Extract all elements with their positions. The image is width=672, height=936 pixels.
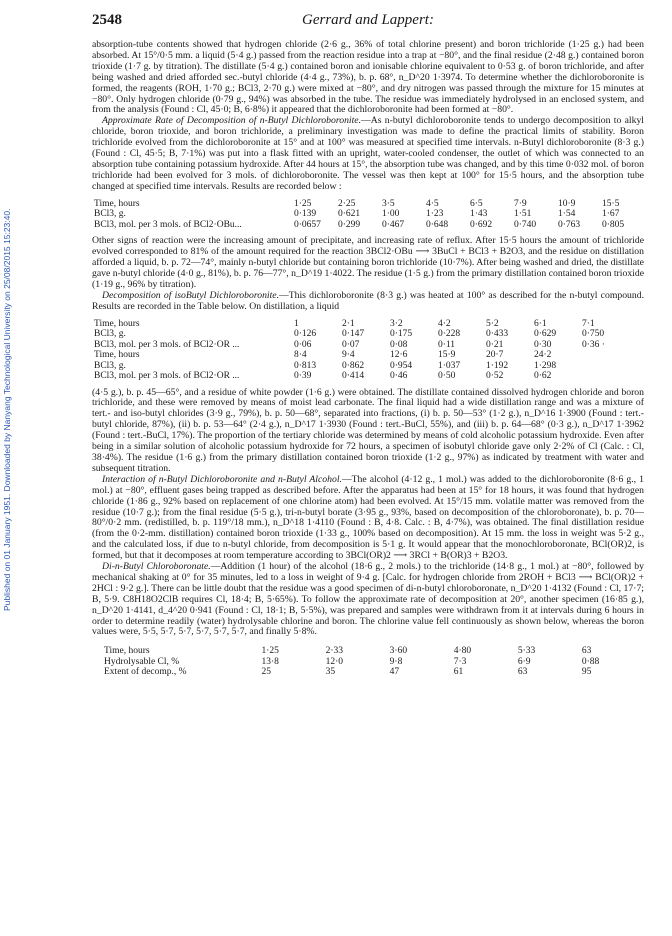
cell: 12·0 (325, 656, 343, 667)
cell: 1·23 (426, 209, 444, 220)
cell: 0·08 (390, 339, 408, 350)
running-title: Gerrard and Lappert: (302, 12, 434, 28)
paragraph-chloroboronate-text: —Addition (1 hour) of the alcohol (18·6 g., 2 mols.) to the trichloride (14·8 g., 1 mol.) at −80°, followed by mechanical shaking at 0° for 35 minutes, led to a loss in weight of 9·4 g. [Calc. for hydrogen chloride from 2ROH + BCl3 ⟶ BCl(OR)2 + 2HCl : 9·2 g.]. There can be little doubt that the residue was a good specimen of di-n-butyl chloroboronate, n_D^20 1·4132 (Found : Cl, 17·7; B, 5·9. C8H18O2ClB requires Cl, 18·4; B, 5·65%). To follow the approximate rate of decomposition at 20°, another specimen (16·85 g.), n_D^20 1·4141, d_4^20 0·941 (Found : Cl, 18·1; B, 5·5%), was prepared and samples were withdrawn from it at intervals during 6 hours in order to determine readily (water) hydrolysable chlorine and boron. The chlorine value fell continuously as shown below, whereas the boron values were, 5·5, 5·7, 5·7, 5·7, 5·7, 5·7, and finally 5·8%. (92, 561, 644, 638)
journal-page (92, 12, 644, 684)
cell: 0·414 (342, 371, 365, 382)
paragraph-rate-text: —As n-butyl dichloroboronite tends to undergo decomposition to alkyl chloride, boron trioxide, and boron trichloride, a preliminary investigation was made to define the practical limits of stability. Boron trichloride evolved from the dichloroboronite at 15° and at 100° was measured at specified time intervals. n-Butyl dichloroboronite (8·3 g.) (Found : Cl, 45·5; B, 7·1%) was put into a flask fitted with an upright, water-cooled condenser, the outlet of which was connected to an absorption tube containing potassium hydroxide. After 44 hours at 15°, the absorption tube was changed, and by this time 0·032 mol. of boron trichloride had been evolved for 3 mols. of dichloroboronite. The vessel was then kept at 100° for 15·5 hours, and the absorption tube changed at specified time intervals. Results are recorded below : (92, 115, 644, 192)
table-row (92, 657, 644, 668)
row-label: Extent of decomp., % (104, 667, 187, 678)
cell: 1·25 (294, 198, 312, 209)
cell: 1·037 (438, 360, 461, 371)
cell: 7·9 (514, 198, 527, 209)
paragraph-chloroboronate (92, 562, 644, 638)
row-label: BCl3, mol. per 3 mols. of BCl2·OBu... (94, 219, 242, 230)
cell: 0·39 (294, 371, 312, 382)
paragraph-isobutyl-text: —This dichloroboronite (8·3 g.) was heated at 100° as described for the n-butyl compound. Results are recorded in the Table below. On distillation, a liquid (92, 289, 644, 312)
cell (580, 361, 628, 372)
cell: 1 (294, 318, 299, 329)
cell: 3·2 (390, 318, 403, 329)
cell: 63 (581, 646, 592, 657)
table-row (92, 199, 644, 210)
paragraph-1: absorption-tube contents showed that hydrogen chloride (2·6 g., 36% of total chlorine present) and boron trichloride (1·25 g.) had been absorbed. At 15°/0·5 mm. a liquid (5·4 g.) passed from the reaction residue into a trap at −80°, and the final residue (2·48 g.) contained boron trioxide (1·7 g. by titration). The distillate (5·4 g.) contained boron and ionisable chlorine equivalent to 0·53 g. of boron trichloride, and after being washed and dried afforded sec.-butyl chloride (4·4 g., 73%), b. p. 68°, n_D^20 1·3974. To determine whether the dichloroboronite is formed, the reagents (ROH, 1·70 g.; BCl3, 2·70 g.) were mixed at −80°, and dry nitrogen was passed through the mixture for 15 minutes at −80°. Only hydrogen chloride (0·79 g., 94%) was absorbed in the tube. The residue was immediately hydrolysed in an enclosed system, and from the analysis (Found : Cl, 45·0; B, 6·8%) it appeared that the dichloroboronite had been formed at −80°. (92, 39, 644, 116)
cell: 0·21 (486, 339, 504, 350)
table-row (92, 646, 644, 657)
section-title-rate: Approximate Rate of Decomposition of n-Butyl Dichloroboronite. (102, 115, 362, 127)
cell: 0·763 (558, 219, 581, 230)
cell: 25 (261, 667, 271, 678)
cell: 0·228 (438, 329, 461, 340)
table-row (92, 667, 644, 678)
cell: 15·9 (438, 350, 456, 361)
cell: 2·1 (342, 318, 355, 329)
publication-watermark: Published on 01 January 1951. Downloaded by Nanyang Technological University on 25/08/2015 15:23:40. (2, 208, 12, 612)
cell: 0·621 (338, 209, 361, 220)
row-label: Time, hours (94, 350, 140, 361)
section-title-chloroboronate: Di-n-Butyl Chloroboronate. (102, 561, 211, 573)
paragraph-other-signs: Other signs of reaction were the increasing amount of precipitate, and increasing rate of reflux. After 15·5 hours the amount of trichloride evolved corresponded to 81% of the amount required for the reaction 3BCl2·OBu ⟶ 3BuCl + BCl3 + B2O3, and the residue on distillation afforded a liquid, b. p. 72—74°, mainly n-butyl chloride but containing boron trichloride (10·7%). After being washed and dried, the distillate gave n-butyl chloride (4·0 g., 81%), b. p. 76—77°, n_D^19 1·4022. The residue (1·5 g.) from the primary distillation contained boron trioxide (1·19 g., 96% by titration). (92, 235, 644, 290)
cell: 0·648 (426, 219, 449, 230)
table-row (92, 319, 628, 330)
cell: 0·629 (534, 329, 557, 340)
cell: 13·8 (261, 656, 279, 667)
cell: 5·2 (486, 318, 499, 329)
cell: 9·8 (389, 656, 403, 667)
cell: 0·750 (582, 329, 605, 340)
cell: 1·67 (602, 209, 620, 220)
cell: 0·06 (294, 339, 312, 350)
row-label: Time, hours (94, 318, 140, 329)
cell: 0·62 (534, 371, 552, 382)
row-label: BCl3, mol. per 3 mols. of BCl2·OR ... (94, 371, 240, 382)
cell: 12·6 (390, 350, 408, 361)
cell: 2·33 (325, 646, 343, 657)
cell: 4·80 (453, 646, 472, 657)
cell: 10·9 (558, 198, 576, 209)
cell: 0·88 (581, 656, 600, 667)
cell: 0·11 (438, 339, 456, 350)
cell: 20·7 (486, 350, 504, 361)
row-label: BCl3, mol. per 3 mols. of BCl2·OR ... (94, 339, 240, 350)
cell: 0·30 (534, 339, 552, 350)
row-label: Time, hours (94, 198, 140, 209)
cell: 1·54 (558, 209, 576, 220)
cell: 47 (389, 667, 400, 678)
cell: 1·43 (470, 209, 488, 220)
table-row (92, 220, 644, 231)
cell: 3·60 (389, 646, 408, 657)
page-header (92, 12, 644, 34)
page-number: 2548 (92, 12, 122, 28)
cell: 1·00 (382, 209, 400, 220)
paragraph-rate-decomposition (92, 116, 644, 192)
paragraph-interaction (92, 475, 644, 562)
cell: 0·147 (342, 329, 365, 340)
cell: 0·433 (486, 329, 509, 340)
cell: 0·740 (514, 219, 537, 230)
cell: 0·52 (486, 371, 504, 382)
paragraph-isobutyl (92, 291, 644, 313)
cell: 6·5 (470, 198, 483, 209)
cell: 0·467 (382, 219, 405, 230)
cell: 0·126 (294, 329, 317, 340)
cell: 0·954 (390, 360, 413, 371)
cell: 0·50 (438, 371, 456, 382)
cell: 61 (453, 667, 464, 678)
cell: 4·2 (438, 318, 451, 329)
cell: 5·33 (517, 646, 536, 657)
cell: 1·51 (514, 209, 532, 220)
cell: 0·46 (390, 371, 408, 382)
table-row (92, 340, 628, 351)
cell: 15·5 (602, 198, 620, 209)
cell: 0·805 (602, 219, 625, 230)
cell: 0·299 (338, 219, 361, 230)
cell: 95 (581, 667, 592, 678)
cell: 0·07 (342, 339, 360, 350)
section-title-isobutyl: Decomposition of isoButyl Dichloroboronite. (102, 289, 280, 301)
cell: 9·4 (342, 350, 355, 361)
cell: 0·139 (294, 209, 317, 220)
table-row (92, 209, 644, 220)
cell: 7·1 (582, 318, 595, 329)
cell: 6·9 (517, 656, 531, 667)
cell: 0·692 (470, 219, 493, 230)
table-row (92, 361, 628, 372)
cell (580, 371, 628, 382)
cell: 1·192 (486, 360, 509, 371)
table-row (92, 371, 628, 382)
row-label: BCl3, g. (94, 360, 126, 371)
cell: 2·25 (338, 198, 356, 209)
cell: 7·3 (453, 656, 467, 667)
cell: 63 (517, 667, 528, 678)
cell: 0·0657 (294, 219, 321, 230)
table-row (92, 350, 628, 361)
cell (580, 350, 628, 361)
cell: 0·862 (342, 360, 365, 371)
table-isobutyl-decomposition (92, 319, 628, 382)
table-chloroboronate-decomposition (92, 646, 644, 678)
section-title-interaction: Interaction of n-Butyl Dichloroboronite and n-Butyl Alcohol. (102, 473, 342, 485)
cell: 0·36 · (582, 339, 605, 350)
row-label: Time, hours (104, 646, 150, 657)
paragraph-distillate: (4·5 g.), b. p. 45—65°, and a residue of white powder (1·6 g.) were obtained. The distillate contained dissolved hydrogen chloride and boron trichloride, and these were removed by means of moist lead carbonate. The final liquid had a wide distillation range and was a mixture of tert.- and iso-butyl chlorides (3·9 g., 79%), b. p. 50—68°, separated into fractions, (i) b. p. 50—53° (1·2 g.), n_D^16 1·3900 (Found : tert.-butyl chloride, 87%), (ii) b. p. 53—64° (2·4 g.), n_D^17 1·3930 (Found : tert.-BuCl, 55%), and (iii) b. p. 64—68° (0·3 g.), n_D^17 1·3962 (Found : tert.-BuCl, 17%). The proportion of the tertiary chloride was determined by means of cold alcoholic potassium hydroxide. Even after being in a similar solution of alcoholic potassium hydroxide for 72 hours, a specimen of isobutyl chloride gave only 2·2% of Cl (Calc. : Cl, 38·4%). The residue (1·6 g.) from the primary distillation contained boron trioxide (1·2 g., 97%) as indicated by treatment with water and subsequent titration. (92, 386, 644, 474)
cell: 24·2 (534, 350, 552, 361)
cell: 3·5 (382, 198, 395, 209)
row-label: Hydrolysable Cl, % (104, 656, 180, 667)
row-label: BCl3, g. (94, 209, 126, 220)
cell: 1·25 (261, 646, 279, 657)
cell: 6·1 (534, 318, 547, 329)
cell: 35 (325, 667, 336, 678)
table-row (92, 329, 628, 340)
cell: 8·4 (294, 350, 307, 361)
paragraph-interaction-text: —The alcohol (4·12 g., 1 mol.) was added to the dichloroboronite (8·6 g., 1 mol.) at −80°, effluent gases being trapped as described before. After the apparatus had been at 15° for 18 hours, it was found that hydrogen chloride (1·86 g., 92% based on replacement of one chlorine atom) had been evolved. At 15°/15 mm. volatile matter was removed from the residue (10·7 g.); from the final residue (5·5 g.), tri-n-butyl borate (3·95 g., 93%, based on decomposition of the chloroboronate), b. p. 70—80°/0·2 mm. (redistilled, b. p. 119°/18 mm.), n_D^18 1·4110 (Found : B, 4·8. Calc. : B, 4·7%), was obtained. The final distillation residue (from the 0·2-mm. distillation) contained boron trioxide (1·33 g., 100% based on decomposition). At 15 mm. the loss in weight was 5·2 g., and the calculated loss, if due to n-butyl chloride, from decomposition is 5·1 g. It would appear that the monochloroboronate, BCl(OR)2, is formed, but that it decomposes at room temperature according to 3BCl(OR)2 ⟶ 3RCl + B(OR)3 + B2O3. (92, 473, 644, 562)
cell: 4·5 (426, 198, 439, 209)
row-label: BCl3, g. (94, 329, 126, 340)
table-nbutyl-decomposition (92, 199, 644, 231)
cell: 0·175 (390, 329, 413, 340)
cell: 1·298 (534, 360, 557, 371)
cell: 0·813 (294, 360, 317, 371)
